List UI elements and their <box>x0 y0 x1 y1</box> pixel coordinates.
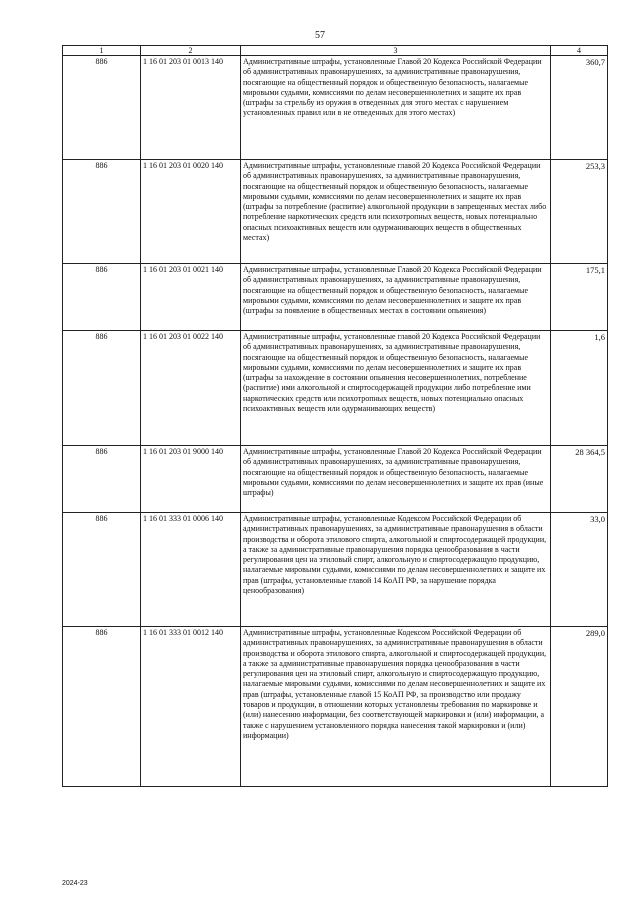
description-cell: Административные штрафы, установленные Кодексом Российской Федерации об административных правонарушениях, за административные правонарушения в области производства и оборота этилового спирта, алкогольной и спиртосодержащей продукции, а также за административные правонарушения порядка ценообразования в части регулирования цен на этиловый спирт, алкогольную и спиртосодержащую продукцию, налагаемые мировыми судьями, комиссиями по делам несовершеннолетних и защите их прав (штрафы, установленные главой 15 КоАП РФ, за производство или продажу товаров и продукции, в отношении которых установлены требования по маркировке и (или) нанесению информации, без соответствующей маркировки и (или) информации, а также с нарушением установленного порядка нанесения такой маркировки и (или) информации) <box>241 627 551 787</box>
table-row <box>63 331 608 446</box>
amount-cell: 289,0 <box>551 627 608 787</box>
header-row <box>63 46 608 56</box>
budget-code-cell: 1 16 01 203 01 0022 140 <box>141 331 241 446</box>
description-cell: Административные штрафы, установленные Главой 20 Кодекса Российской Федерации об административных правонарушениях, за административные правонарушения, посягающие на общественный порядок и общественную безопасность, налагаемые мировыми судьями, комиссиями по делам несовершеннолетних и защите их прав (штрафы за стрельбу из оружия в отведенных для этого местах с нарушением установленных правил или в не отведенных для этого местах) <box>241 56 551 160</box>
footer-code: 2024-23 <box>62 880 88 887</box>
amount-cell: 28 364,5 <box>551 446 608 513</box>
table-row <box>63 264 608 331</box>
budget-table <box>62 45 608 787</box>
header-col-4: 4 <box>551 46 608 56</box>
table-row <box>63 513 608 627</box>
table-row <box>63 446 608 513</box>
budget-code-cell: 1 16 01 203 01 0021 140 <box>141 264 241 331</box>
table-row <box>63 56 608 160</box>
admin-code-cell: 886 <box>63 160 141 264</box>
table-row <box>63 160 608 264</box>
description-cell: Административные штрафы, установленные Главой 20 Кодекса Российской Федерации об административных правонарушениях, за административные правонарушения, посягающие на общественный порядок и общественную безопасность, налагаемые мировыми судьями, комиссиями по делам несовершеннолетних и защите их прав (иные штрафы) <box>241 446 551 513</box>
description-cell: Административные штрафы, установленные Главой 20 Кодекса Российской Федерации об административных правонарушениях, за административные правонарушения, посягающие на общественный порядок и общественную безопасность, налагаемые мировыми судьями, комиссиями по делам несовершеннолетних и защите их прав (штрафы за появление в общественных местах в состоянии опьянения) <box>241 264 551 331</box>
header-col-1: 1 <box>63 46 141 56</box>
admin-code-cell: 886 <box>63 446 141 513</box>
header-col-3: 3 <box>241 46 551 56</box>
admin-code-cell: 886 <box>63 56 141 160</box>
budget-code-cell: 1 16 01 203 01 0020 140 <box>141 160 241 264</box>
admin-code-cell: 886 <box>63 264 141 331</box>
amount-cell: 175,1 <box>551 264 608 331</box>
amount-cell: 360,7 <box>551 56 608 160</box>
description-cell: Административные штрафы, установленные главой 20 Кодекса Российской Федерации об административных правонарушениях, за административные правонарушения, посягающие на общественный порядок и общественную безопасность, налагаемые мировыми судьями, комиссиями по делам несовершеннолетних и защите их прав (штрафы за потребление (распитие) алкогольной продукции в запрещенных местах либо потребление наркотических средств или психотропных веществ, новых потенциально опасных психоактивных веществ или одурманивающих веществ в общественных местах) <box>241 160 551 264</box>
budget-code-cell: 1 16 01 333 01 0012 140 <box>141 627 241 787</box>
description-cell: Административные штрафы, установленные Кодексом Российской Федерации об административных правонарушениях, за административные правонарушения в области производства и оборота этилового спирта, алкогольной и спиртосодержащей продукции, а также за административные правонарушения порядка ценообразования в части регулирования цен на этиловый спирт, алкогольную и спиртосодержащую продукцию, налагаемые мировыми судьями, комиссиями по делам несовершеннолетних и защите их прав (штрафы, установленные главой 14 КоАП РФ, за нарушение порядка ценообразования) <box>241 513 551 627</box>
header-col-2: 2 <box>141 46 241 56</box>
admin-code-cell: 886 <box>63 627 141 787</box>
description-cell: Административные штрафы, установленные главой 20 Кодекса Российской Федерации об административных правонарушениях, за административные правонарушения, посягающие на общественный порядок и общественную безопасность, налагаемые мировыми судьями, комиссиями по делам несовершеннолетних и защите их прав (штрафы за нахождение в состоянии опьянения несовершеннолетних, потребление (распитие) ими алкогольной и спиртосодержащей продукции либо потребление ими наркотических средств или психотропных веществ, новых потенциально опасных психоактивных веществ или одурманивающих веществ) <box>241 331 551 446</box>
budget-code-cell: 1 16 01 203 01 0013 140 <box>141 56 241 160</box>
amount-cell: 33,0 <box>551 513 608 627</box>
table-row <box>63 627 608 787</box>
budget-code-cell: 1 16 01 203 01 9000 140 <box>141 446 241 513</box>
page-number: 57 <box>315 30 325 41</box>
admin-code-cell: 886 <box>63 331 141 446</box>
admin-code-cell: 886 <box>63 513 141 627</box>
budget-code-cell: 1 16 01 333 01 0006 140 <box>141 513 241 627</box>
amount-cell: 253,3 <box>551 160 608 264</box>
amount-cell: 1,6 <box>551 331 608 446</box>
